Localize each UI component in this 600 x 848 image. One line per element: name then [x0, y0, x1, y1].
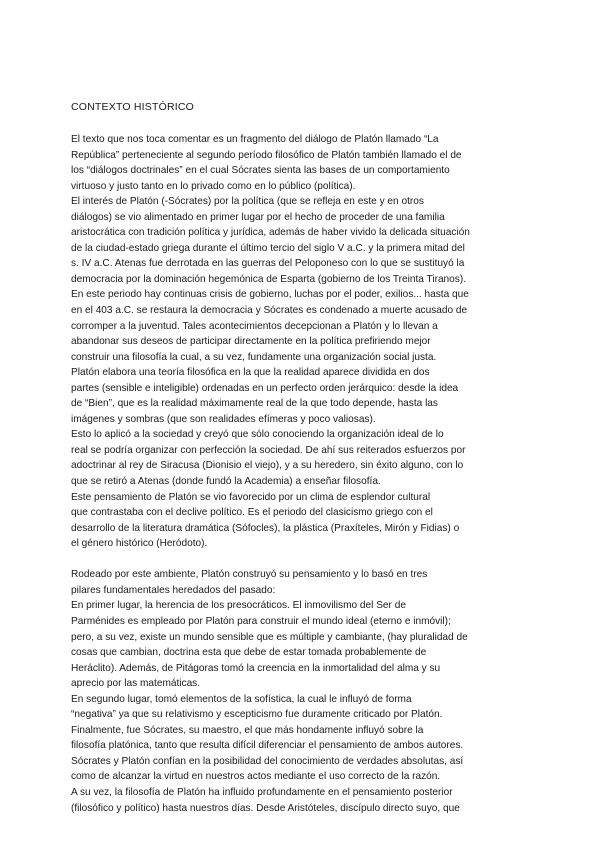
- text-line: En este periodo hay continuas crisis de gobierno, luchas por el poder, exilios... hasta que: [71, 289, 469, 301]
- text-line: el género histórico (Heródoto).: [71, 538, 208, 550]
- text-line: corromper a la juventud. Tales acontecimientos decepcionan a Platón y lo llevan a: [71, 320, 438, 332]
- text-line: que contrastaba con el declive político. Es el periodo del clasicismo griego con el: [71, 507, 433, 519]
- text-line: Rodeado por este ambiente, Platón construyó su pensamiento y lo basó en tres: [71, 569, 428, 581]
- text-line: partes (sensible e inteligible) ordenadas en un perfecto orden jerárquico: desde la idea: [71, 382, 459, 394]
- text-line: Este pensamiento de Platón se vio favorecido por un clima de esplendor cultural: [71, 491, 431, 503]
- text-line: Heráclito). Además, de Pitágoras tomó la creencia en la inmortalidad del alma y su: [71, 662, 441, 674]
- text-line: Esto lo aplicó a la sociedad y creyó que sólo conociendo la organización ideal de lo: [71, 429, 444, 441]
- text-line: pero, a su vez, existe un mundo sensible que es múltiple y cambiante, (hay pluralidad de: [71, 631, 468, 643]
- text-line: virtuoso y justo tanto en lo privado como en lo público (política).: [71, 180, 356, 192]
- text-line: que se retiró a Atenas (donde fundó la Academia) a enseñar filosofía.: [71, 476, 381, 488]
- text-line: aprecio por las matemáticas.: [71, 678, 201, 690]
- text-line: El texto que nos toca comentar es un fragmento del diálogo de Platón llamado “La: [71, 134, 439, 145]
- text-line: Platón elabora una teoría filosófica en la que la realidad aparece dividida en dos: [71, 367, 430, 379]
- text-line: A su vez, la filosofía de Platón ha influido profundamente en el pensamiento posterior: [71, 786, 453, 798]
- text-line: en el 403 a.C. se restaura la democracia y Sócrates es condenado a muerte acusado de: [71, 305, 468, 317]
- text-line: de “Bien”, que es la realidad máximamente real de la que todo depende, hasta las: [71, 398, 438, 410]
- text-line: democracia por la dominación hegemónica de Esparta (gobierno de los Treinta Tiranos).: [71, 273, 466, 285]
- text-line: construir una filosofía la cual, a su vez, fundamente una organización social justa.: [71, 351, 437, 363]
- text-line: s. IV a.C. Atenas fue derrotada en las guerras del Peloponeso con lo que se sustituyó la: [71, 258, 465, 270]
- paragraph-block-1: [71, 132, 551, 552]
- text-line: En primer lugar, la herencia de los presocráticos. El inmovilismo del Ser de: [71, 600, 406, 612]
- text-line: imágenes y sombras (que son realidades efímeras y poco valiosas).: [71, 413, 376, 425]
- text-line: Sócrates y Platón confían en la posibilidad del conocimiento de verdades absolutas, así: [71, 755, 464, 767]
- text-line: cosas que cambian, doctrina esta que debe de estar tomada probablemente de: [71, 647, 427, 659]
- text-line: Parménides es empleado por Platón para construir el mundo ideal (eterno e inmóvil);: [71, 615, 451, 627]
- text-line: los “diálogos doctrinales” en el cual Sócrates sienta las bases de un comportamiento: [71, 165, 450, 177]
- text-line: diálogos) se vio alimentado en primer lugar por el hecho de proceder de una familia: [71, 211, 445, 223]
- text-line: (filosófico y político) hasta nuestros días. Desde Aristóteles, discípulo directo suyo, que: [71, 802, 460, 814]
- text-line: de la ciudad-estado griega durante el último tercio del siglo V a.C. y la primera mitad del: [71, 242, 465, 254]
- text-line: adoctrinar al rey de Siracusa (Dionisio el viejo), y a su heredero, sin éxito alguno, con lo: [71, 460, 464, 472]
- paragraph-gap: [71, 552, 551, 568]
- text-line: En segundo lugar, tomó elementos de la sofística, la cual le influyó de forma: [71, 693, 412, 705]
- text-line: abandonar sus deseos de participar directamente en la política prefiriendo mejor: [71, 336, 431, 348]
- text-line: aristocrática con tradición política y jurídica, además de haber vivido la delicada situación: [71, 227, 470, 239]
- document-body: [71, 132, 551, 816]
- text-line: filosofía platónica, tanto que resulta difícil diferenciar el pensamiento de ambos autores.: [71, 740, 464, 752]
- text-line: El interés de Platón (-Sócrates) por la política (que se refleja en este y en otros: [71, 196, 424, 208]
- section-heading: CONTEXTO HISTÓRICO: [71, 101, 194, 113]
- text-line: pilares fundamentales heredados del pasado:: [71, 584, 276, 596]
- text-line: República” perteneciente al segundo período filosófico de Platón también llamado el de: [71, 149, 462, 161]
- text-line: como de alcanzar la virtud en nuestros actos mediante el uso correcto de la razón.: [71, 771, 441, 783]
- text-line: Finalmente, fue Sócrates, su maestro, el que más hondamente influyó sobre la: [71, 724, 424, 736]
- text-line: real se podría organizar con perfección la sociedad. De ahí sus reiterados esfuerzos por: [71, 444, 466, 456]
- text-line: desarrollo de la literatura dramática (Sófocles), la plástica (Praxíteles, Mirón y Fidias) o: [71, 522, 460, 534]
- paragraph-block-2: [71, 567, 551, 816]
- text-line: “negativa” ya que su relativismo y escepticismo fue duramente criticado por Platón.: [71, 709, 443, 721]
